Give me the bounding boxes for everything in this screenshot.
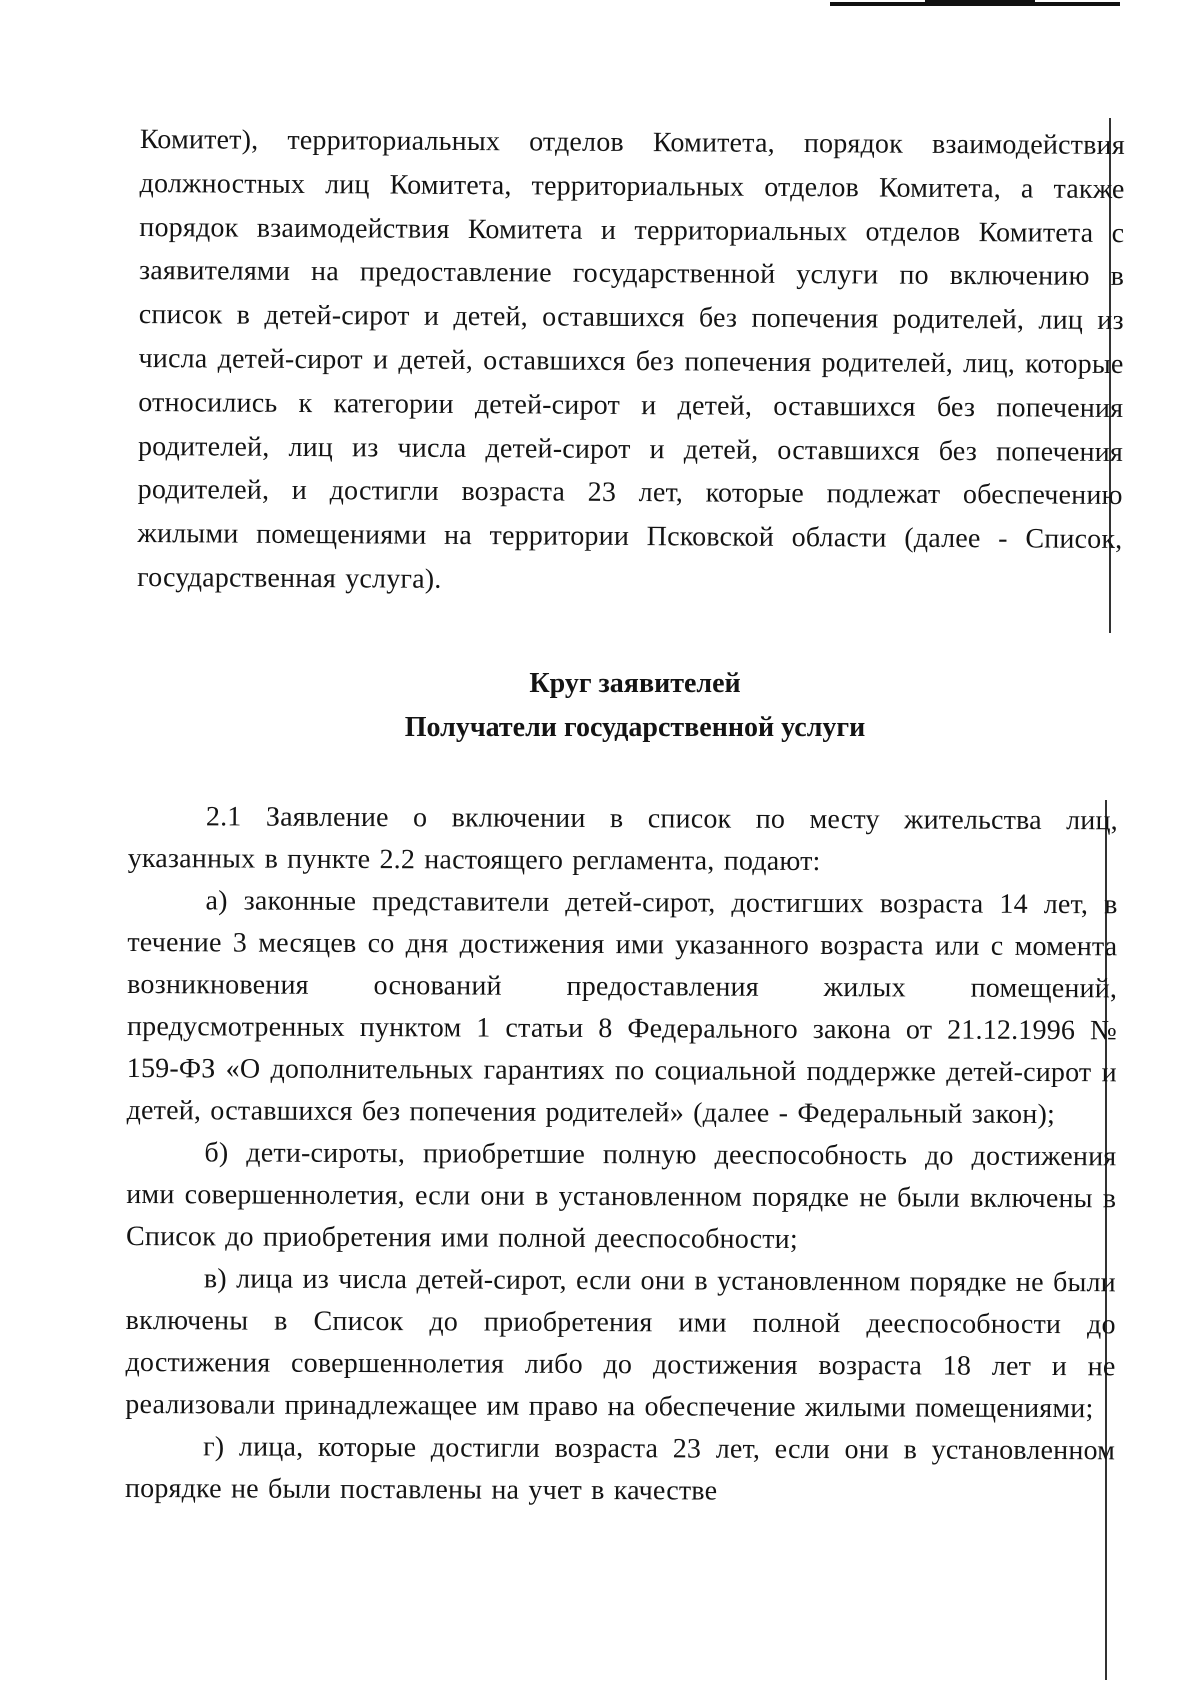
section-heading-recipients: Получатели государственной услуги: [404, 712, 866, 743]
intro-paragraph: Комитет), территориальных отделов Комитета, порядок взаимодействия должностных лиц Комитета, территориальных отделов Комитета, а также порядок взаимодействия Комитета и территориальных отделов Комитета с заявителями на предоставление государственной услуги по включению в список в детей-сирот и детей, оставшихся без попечения родителей, лиц из числа детей-сирот и детей, оставшихся без попечения родителей, лиц, которые относились к категории детей-сирот и детей, оставшихся без попечения родителей, лиц из числа детей-сирот и детей, оставшихся без попечения родителей, и достигли возраста 23 лет, которые подлежат обеспечению жилыми помещениями на территории Псковской области (далее - Список, государственная услуга).: [137, 123, 1125, 595]
paragraph-2-1: 2.1 Заявление о включении в список по месту жительства лиц, указанных в пункте 2.2 настоящего регламента, подают:: [127, 801, 1118, 878]
section-heading-applicants: Круг заявителей: [529, 668, 741, 699]
paragraph-item-a: а) законные представители детей-сирот, достигших возраста 14 лет, в течение 3 месяцев со дня достижения ими указанного возраста или с момента возникновения оснований предоставления жилых помещений, предусмотренных пунктом 1 статьи 8 Федерального закона от 21.12.1996 № 159-ФЗ «О дополнительных гарантиях по социальной поддержке детей-сирот и детей, оставшихся без попечения родителей» (далее - Федеральный закон);: [126, 885, 1118, 1131]
section-body: [125, 796, 1118, 1514]
scan-artifact-top-short: [925, 0, 1035, 5]
paragraph-item-g: г) лица, которые достигли возраста 23 лет, если они в установленном порядке не были поставлены на учет в качестве: [124, 1431, 1116, 1507]
intro-paragraph-block: [137, 118, 1125, 606]
paragraph-item-b: б) дети-сироты, приобретшие полную дееспособность до достижения ими совершеннолетия, если они в установленном порядке не были включены в Список до приобретения ими полной дееспособности;: [126, 1137, 1117, 1255]
paragraph-item-v: в) лица из числа детей-сирот, если они в установленном порядке не были включены в Список до приобретения ими полной дееспособности до достижения совершеннолетия либо до достижения возраста 18 лет и не реализовали принадлежащее им право на обеспечение жилыми помещениями;: [125, 1263, 1116, 1425]
